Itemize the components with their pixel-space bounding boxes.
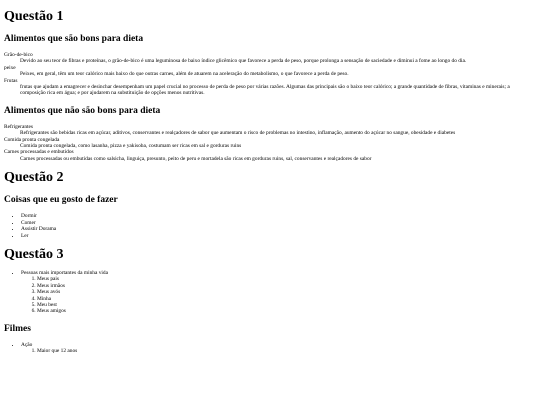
films-heading: Filmes xyxy=(4,323,31,334)
bad-food-term: Carnes processadas e embutidos xyxy=(4,149,74,156)
q1-title: Questão 1 xyxy=(4,9,64,24)
list-item: • Assistir Dorama xyxy=(21,226,536,232)
films-item: Ação xyxy=(21,341,33,348)
good-food-desc: Devido ao seu teor de fibras e proteínas, o grão-de-bico é uma leguminosa de baixo índice glicêmico que favorece a perda de peso, porque prolonga a sensação de saciedade e diminui a fome ao longo do dia. xyxy=(20,58,467,65)
bad-foods-heading: Alimentos que não são bons para dieta xyxy=(4,105,161,116)
good-food-desc: Peixes, em geral, têm um teor calórico mais baixo do que outras carnes, além de atuarem na aceleração do metabolismo, o que favorece a perda de peso. xyxy=(20,71,349,78)
good-food-term: Grão-de-bico xyxy=(4,52,33,58)
bad-food-desc: Refrigerantes são bebidas ricas em açúcar, aditivos, conservantes e realçadores de sabor que aumentam o risco de problemas no intestino, inflamação, aumento do açúcar no sangue, obesidade e diabetes xyxy=(20,130,456,137)
films-list xyxy=(4,342,536,355)
list-item xyxy=(21,270,536,315)
bad-food-desc: Comida pronta congelada, como lasanha, pizza e yakisoba, costumam ser ricas em sal e gorduras ruins xyxy=(20,143,242,150)
hobbies-heading: Coisas que eu gosto de fazer xyxy=(4,195,118,206)
films-sub-list xyxy=(21,348,536,354)
q2-title: Questão 2 xyxy=(4,170,64,186)
good-food-desc: frutas que ajudam a emagrecer e desinchar desempenham um papel crucial no processo de perda de peso por várias razões. Algumas das principais são o baixo teor calórico; a grande quantidade de fibras, vitaminas e minerais; a composição rica em água; e por ajudarem na substituição de opções menos nutritivas. xyxy=(20,84,510,97)
bad-food-term: Refrigerantes xyxy=(4,123,34,130)
people-label: Pessoas mais importantes da minha vida xyxy=(21,269,108,276)
list-item: • Comer xyxy=(21,220,536,226)
bad-foods-list xyxy=(4,124,536,162)
q3-title: Questão 3 xyxy=(4,246,64,262)
list-item: 1. Maior que 12 anos xyxy=(37,348,536,354)
list-item: • Dormir xyxy=(21,213,536,219)
list-item: 6. Meus amigos xyxy=(37,308,536,314)
good-foods-heading: Alimentos que são bons para dieta xyxy=(4,34,144,44)
good-foods-list xyxy=(4,52,536,97)
list-item: 2. Meus irmãos xyxy=(37,283,536,289)
people-list xyxy=(21,276,536,314)
good-food-term: Frutas xyxy=(4,77,18,84)
good-food-term: peixe xyxy=(4,64,16,71)
list-item: 4. Minha xyxy=(37,296,536,302)
list-item: 1. Meus pais xyxy=(37,276,536,282)
list-item: 5. Meu best xyxy=(37,302,536,308)
bad-food-desc: Carnes processadas ou embutidas como salsicha, linguiça, presunto, peito de peru e mortadela são ricas em gorduras ruins, sal, conservantes e realçadores de sabor xyxy=(20,155,372,162)
list-item: 3. Meus avós xyxy=(37,289,536,295)
people-outer-list xyxy=(4,270,536,315)
bad-food-term: Comida pronta congelada xyxy=(4,136,60,143)
list-item xyxy=(21,342,536,355)
hobbies-list xyxy=(4,213,536,239)
list-item: • Ler xyxy=(21,233,536,239)
